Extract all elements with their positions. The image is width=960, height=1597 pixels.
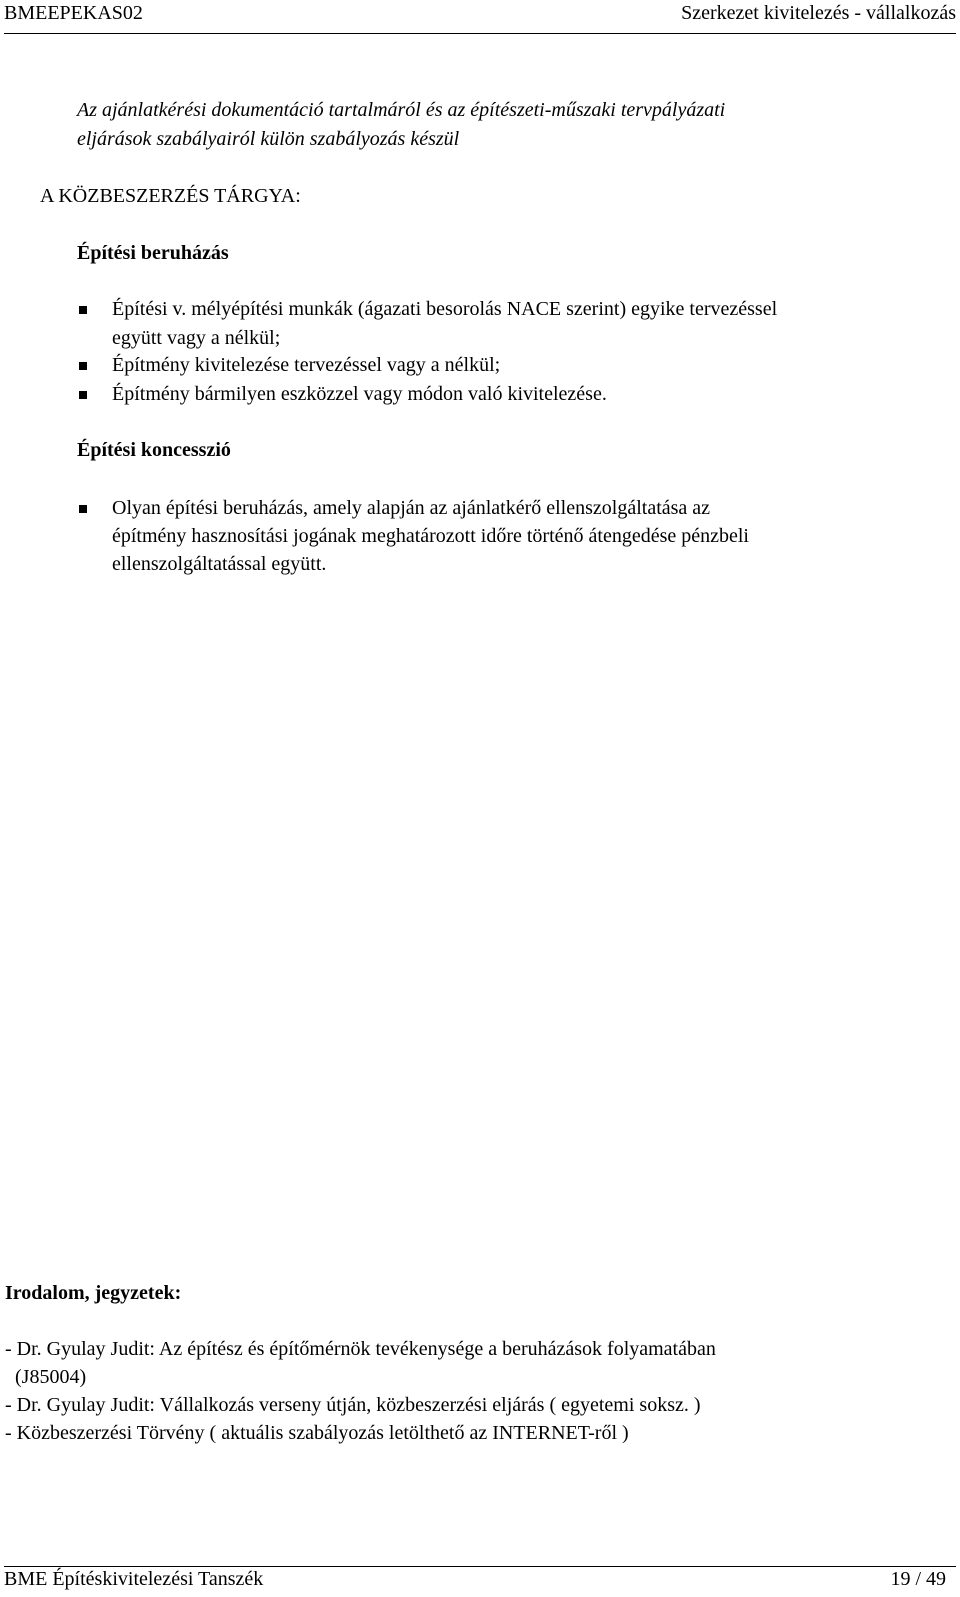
reference-line-1: - Dr. Gyulay Judit: Az építész és építőmérnök tevékenysége a beruházások folyamatában — [5, 1338, 716, 1360]
intro-line-2: eljárások szabályairól külön szabályozás készül — [77, 128, 460, 150]
bullet-1-line-1: Építési v. mélyépítési munkák (ágazati besorolás NACE szerint) egyike tervezéssel — [112, 298, 778, 320]
footer-divider — [4, 1566, 956, 1567]
footer-page-number: 19 / 49 — [890, 1568, 946, 1590]
bullet-4-line-2: építmény hasznosítási jogának meghatározott időre történő átengedése pénzbeli — [112, 525, 749, 547]
bullet-1-line-2: együtt vagy a nélkül; — [112, 327, 281, 349]
reference-line-2: (J85004) — [5, 1366, 87, 1388]
bullet-square-icon — [79, 505, 87, 513]
bullet-2-line-1: Építmény kivitelezése tervezéssel vagy a nélkül; — [112, 354, 501, 376]
bullet-square-icon — [79, 362, 87, 370]
bullet-3-line-1: Építmény bármilyen eszközzel vagy módon való kivitelezése. — [112, 383, 607, 405]
footer-department: BME Építéskivitelezési Tanszék — [4, 1568, 264, 1590]
bullet-4-line-3: ellenszolgáltatással együtt. — [112, 553, 327, 575]
reference-line-4: - Közbeszerzési Törvény ( aktuális szabályozás letölthető az INTERNET-ről ) — [5, 1422, 629, 1444]
header-course-title: Szerkezet kivitelezés - vállalkozás — [681, 2, 956, 24]
bullet-square-icon — [79, 306, 87, 314]
subsection-title-koncesszio: Építési koncesszió — [77, 439, 231, 461]
bullet-square-icon — [79, 391, 87, 399]
section-heading: A KÖZBESZERZÉS TÁRGYA: — [40, 185, 301, 207]
reference-line-3: - Dr. Gyulay Judit: Vállalkozás verseny útján, közbeszerzési eljárás ( egyetemi soksz. ) — [5, 1394, 701, 1416]
header-divider — [4, 33, 956, 34]
header-course-code: BMEEPEKAS02 — [4, 2, 143, 24]
references-title: Irodalom, jegyzetek: — [5, 1282, 182, 1304]
subsection-title-beruhazas: Építési beruházás — [77, 242, 229, 264]
bullet-4-line-1: Olyan építési beruházás, amely alapján az ajánlatkérő ellenszolgáltatása az — [112, 497, 711, 519]
intro-line-1: Az ajánlatkérési dokumentáció tartalmáról és az építészeti-műszaki tervpályázati — [77, 99, 726, 121]
